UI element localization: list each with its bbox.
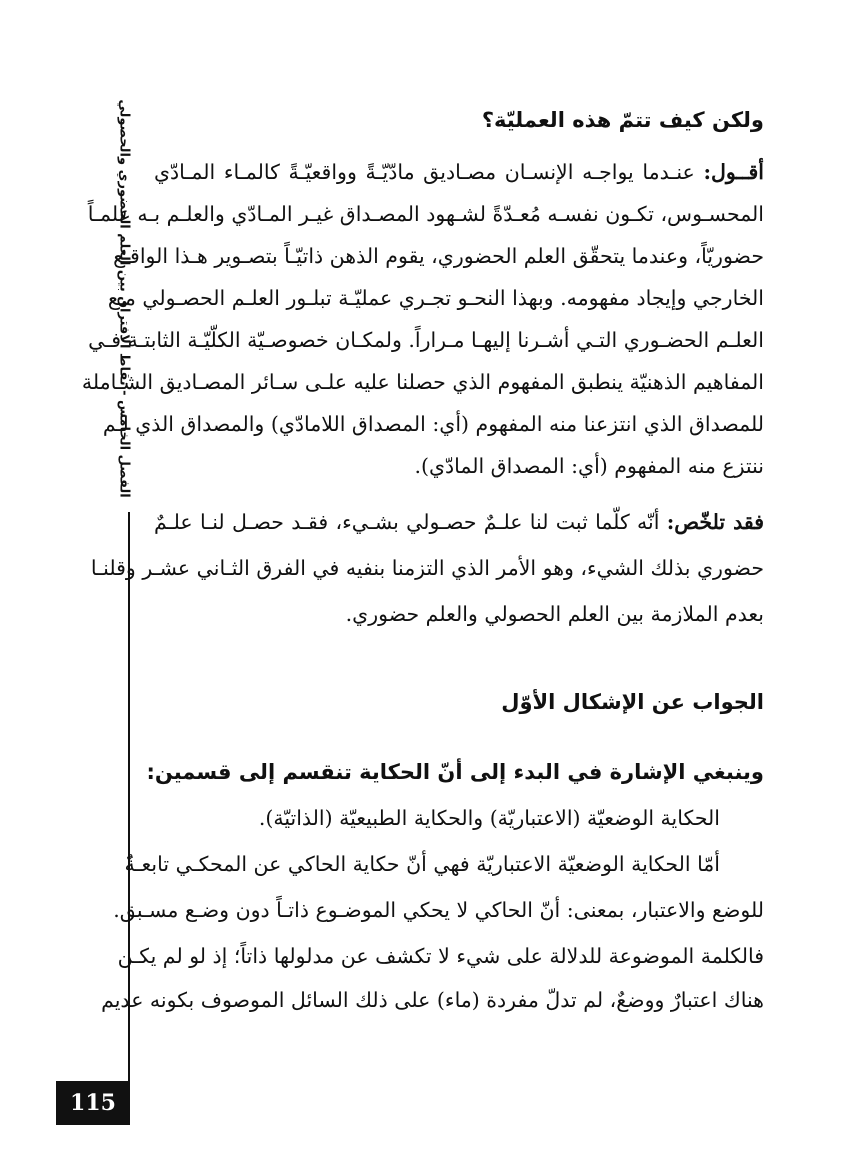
- paragraph-4-line-3: فالكلمة الموضوعة للدلالة على شيء لا تكشف عن مدلولها ذاتاً؛ إذ لو لم يكـن: [117, 944, 764, 968]
- paragraph-2-lead: فقد تلخّص:: [666, 510, 764, 534]
- running-head-rule: [128, 512, 130, 1124]
- question-heading: ولكن كيف تتمّ هذه العمليّة؟: [481, 108, 764, 132]
- paragraph-1-line-5: العلـم الحضـوري التـي أشـرنا إليهـا مـراراً. ولمكـان خصوصـيّة الكلّيّـة الثابتـة فـي: [88, 328, 764, 352]
- page-number-box: [56, 1081, 130, 1125]
- paragraph-1-line-6: المفاهيم الذهنيّة ينطبق المفهوم الذي حصلنا عليه علـى سـائر المصـاديق الشـاملة: [81, 370, 764, 394]
- paragraph-1-line-4: الخارجي وإيجاد مفهومه. وبهذا النحـو تجـري عمليّـة تبلـور العلـم الحصـولي مـع: [107, 286, 764, 310]
- sub-heading: وينبغي الإشارة في البدء إلى أنّ الحكاية تنقسم إلى قسمين:: [146, 760, 764, 784]
- page-number: 115: [70, 1090, 116, 1116]
- paragraph-1-lead: أقــول:: [703, 160, 764, 184]
- section-heading: الجواب عن الإشكال الأوّل: [501, 690, 764, 714]
- paragraph-2-line-2: حضوري بذلك الشيء، وهو الأمر الذي التزمنا بنفيه في الفرق الثـاني عشـر وقلنـا: [90, 556, 764, 580]
- paragraph-3-line-1: الحكاية الوضعيّة (الاعتباريّة) والحكاية الطبيعيّة (الذاتيّة).: [258, 806, 720, 830]
- paragraph-1-line-1-text: عنـدما يواجـه الإنسـان مصـاديق مادّيّـةً وواقعيّـةً كالمـاء المـادّي: [154, 160, 695, 184]
- paragraph-2-line-3: بعدم الملازمة بين العلم الحصولي والعلم حضوري.: [345, 602, 764, 626]
- paragraph-4-line-1: أمّا الحكاية الوضعيّة الاعتباريّة فهي أنّ حكاية الحاكي عن المحكـي تابعـةٌ: [124, 852, 720, 876]
- paragraph-4-line-4: هناك اعتبارٌ ووضعٌ، لم تدلّ مفردة (ماء) على ذلك السائل الموصوف بكونه عديم: [101, 988, 764, 1012]
- paragraph-1-line-1: [154, 152, 764, 194]
- paragraph-1-line-2: المحسـوس، تكـون نفسـه مُعـدّةً لشـهود المصـداق غيـر المـادّي والعلـم بـه علمـاً: [87, 202, 764, 226]
- paragraph-1-line-3: حضوريّاً، وعندما يتحقّق العلم الحضوري، يقوم الذهن ذاتيّـاً بتصـوير هـذا الواقـع: [113, 244, 764, 268]
- paragraph-1-line-7: للمصداق الذي انتزعنا منه المفهوم (أي: المصداق اللامادّي) والمصداق الذي لـم: [102, 412, 764, 436]
- paragraph-2-line-1: [154, 502, 764, 544]
- paragraph-2-line-1-text: أنّه كلّما ثبت لنا علـمٌ حصـولي بشـيء، فقـد حصـل لنـا علـمٌ: [154, 510, 660, 534]
- paragraph-1-line-8: ننتزع منه المفهوم (أي: المصداق المادّي).: [414, 454, 764, 478]
- running-head-text: الفصل الخامس - نقاط الافتراق بين العلم الحضوري والحصولي: [116, 98, 132, 498]
- paragraph-4-line-2: للوضع والاعتبار، بمعنى: أنّ الحاكي لا يحكي الموضـوع ذاتـاً دون وضـع مسـبق.: [113, 898, 764, 922]
